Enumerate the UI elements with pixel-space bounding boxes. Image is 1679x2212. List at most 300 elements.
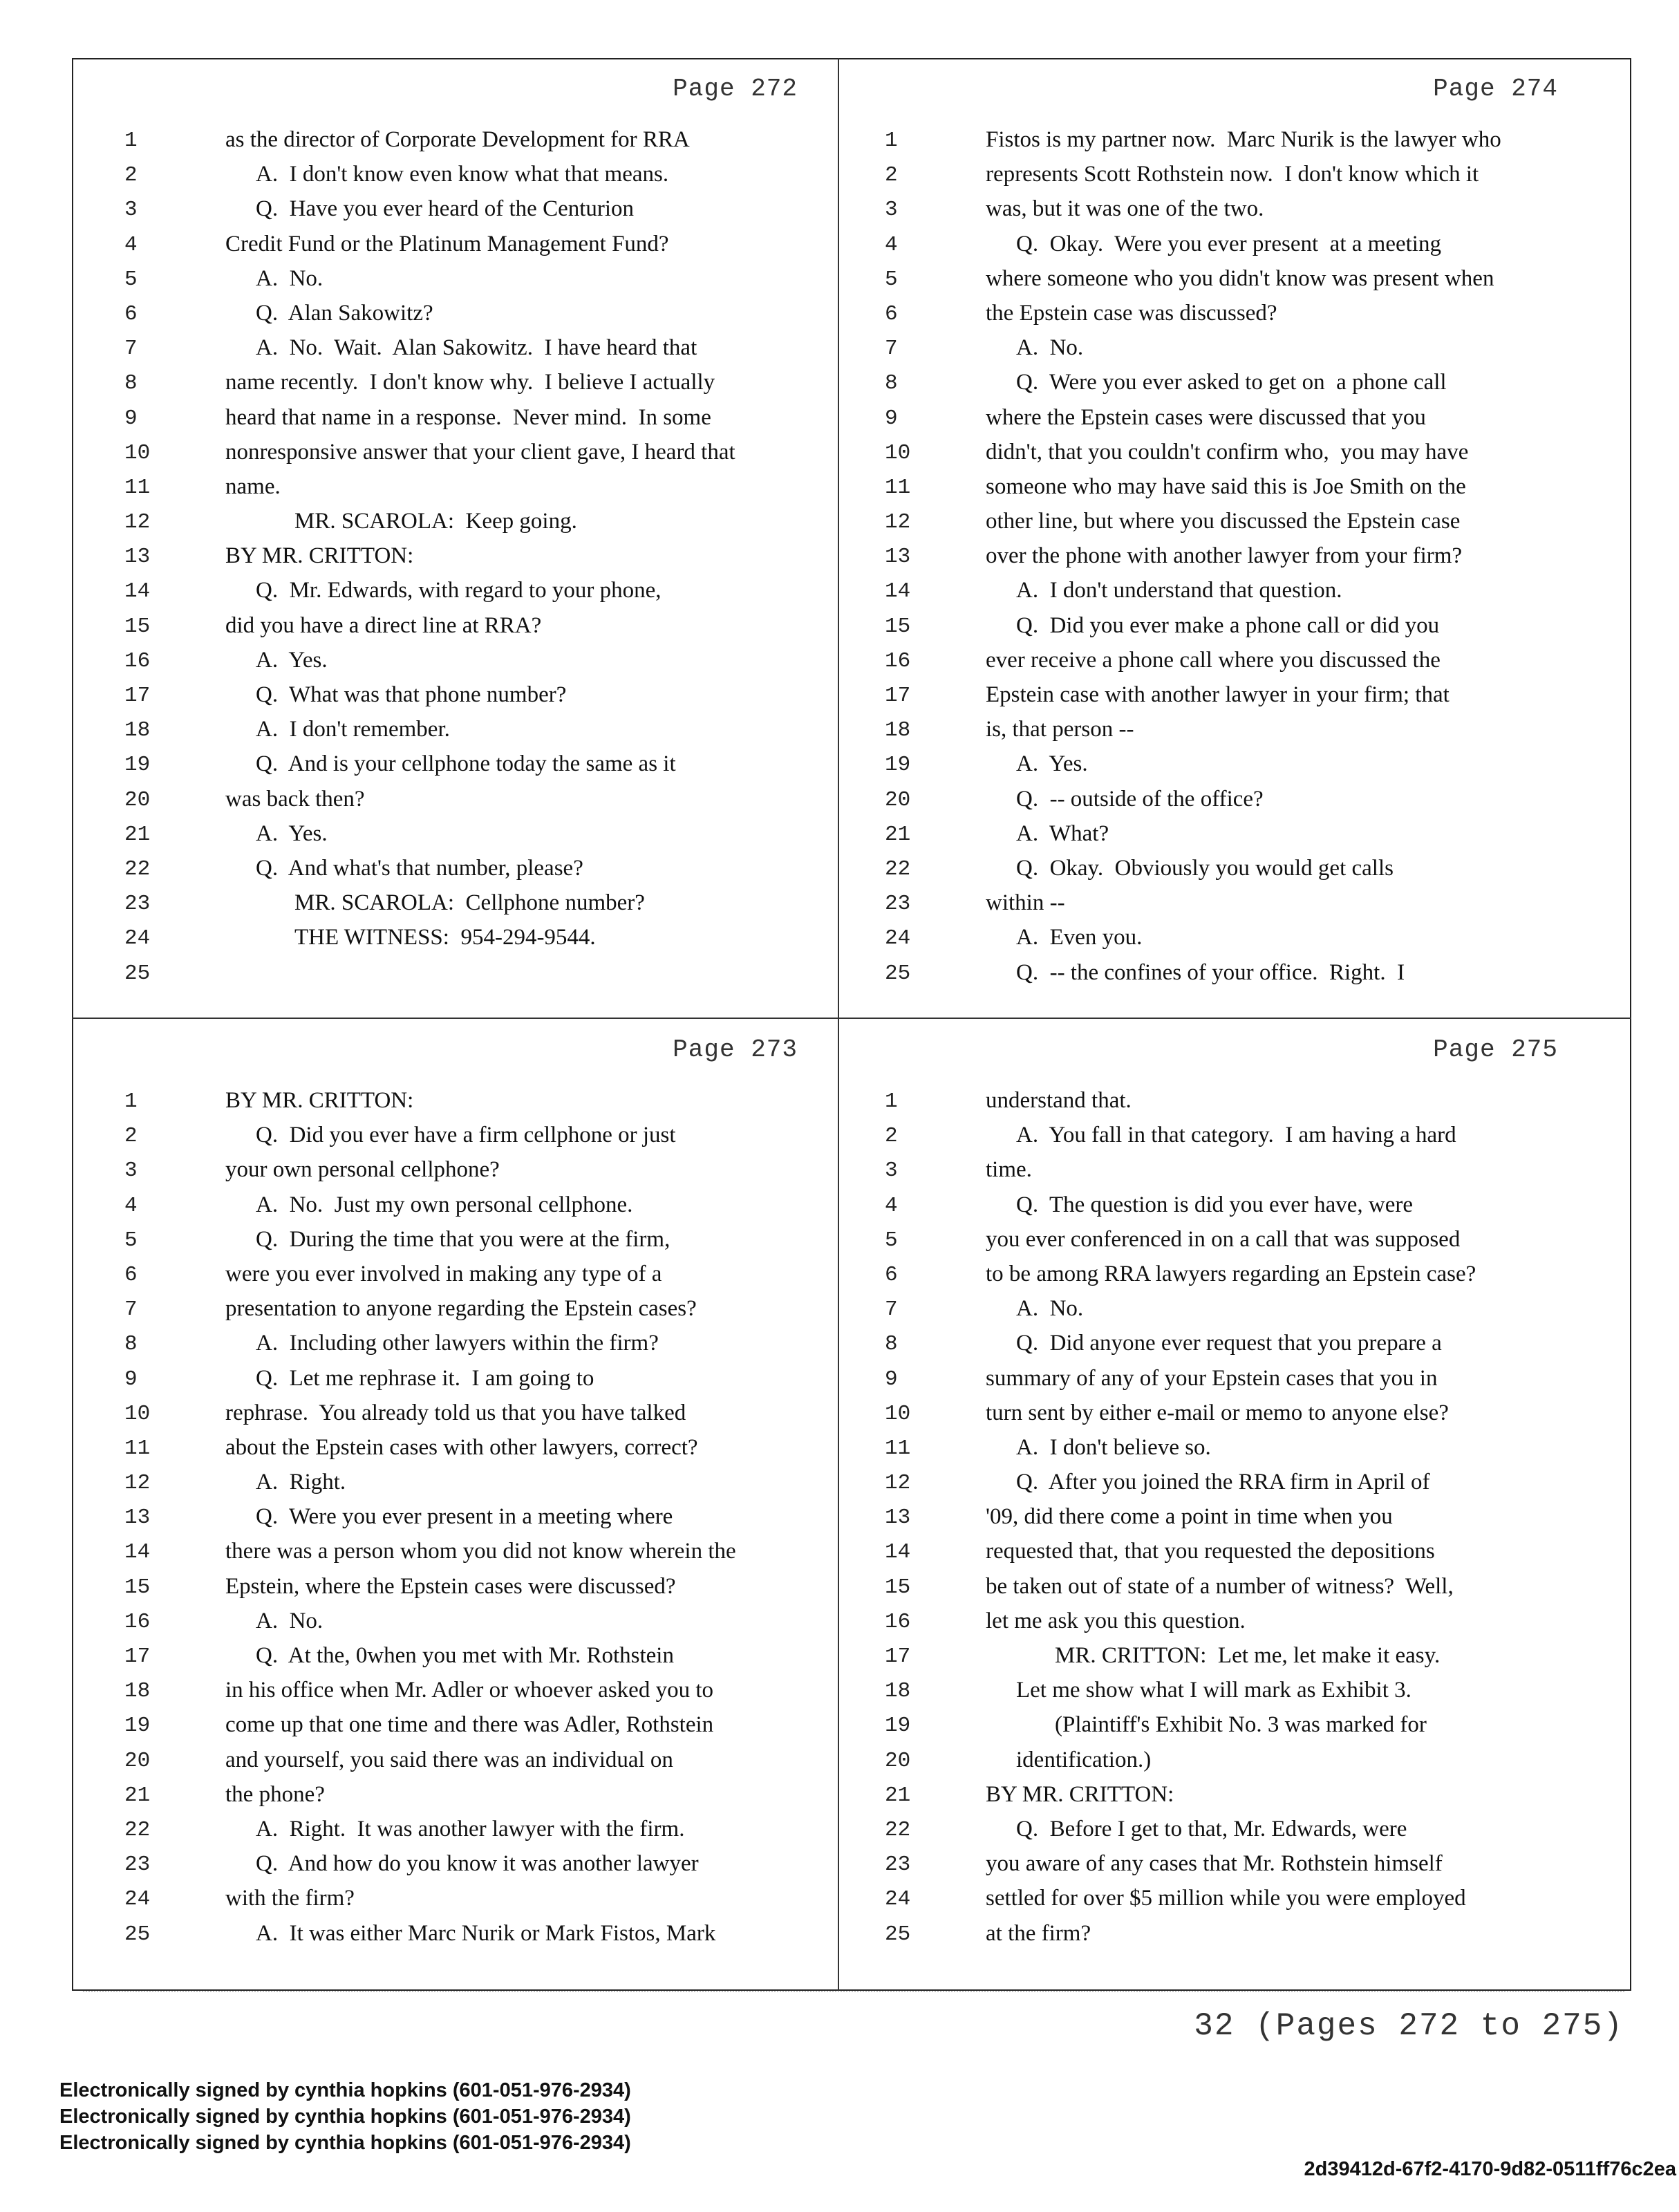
line-text: Q. The question is did you ever have, were xyxy=(1016,1192,1413,1217)
transcript-line xyxy=(79,1781,839,1815)
transcript-line xyxy=(79,230,839,265)
line-number: 21 xyxy=(885,822,911,847)
line-number: 3 xyxy=(124,1159,138,1183)
line-number: 9 xyxy=(885,1367,898,1391)
line-text: Q. -- the confines of your office. Right. I xyxy=(1016,959,1405,985)
line-text: over the phone with another lawyer from your firm? xyxy=(986,543,1463,569)
line-text: at the firm? xyxy=(986,1920,1091,1946)
line-number: 12 xyxy=(885,510,911,535)
line-text: A. I don't understand that question. xyxy=(1016,578,1342,603)
transcript-line xyxy=(79,1260,839,1295)
transcript-line xyxy=(79,1573,839,1607)
line-number: 7 xyxy=(885,337,898,362)
transcript-line xyxy=(839,612,1600,646)
line-text: A. No. xyxy=(1016,1296,1084,1322)
line-number: 12 xyxy=(124,1471,151,1496)
line-text: A. Yes. xyxy=(1016,751,1088,777)
transcript-line xyxy=(839,1607,1600,1642)
line-number: 25 xyxy=(885,1922,911,1947)
line-text: A. Right. xyxy=(256,1470,346,1495)
line-number: 22 xyxy=(885,1817,911,1842)
line-text: about the Epstein cases with other lawyers, correct? xyxy=(225,1434,698,1460)
line-number: 19 xyxy=(885,753,911,778)
line-text: Credit Fund or the Platinum Management Fund? xyxy=(225,231,669,256)
transcript-line xyxy=(839,681,1600,715)
line-text: name. xyxy=(225,474,281,499)
transcript-lines xyxy=(79,1087,839,1954)
signature-line: Electronically signed by cynthia hopkins (601-051-976-2934) xyxy=(59,2079,631,2101)
scan-artifact-line xyxy=(83,1991,1624,1999)
transcript-line xyxy=(839,1226,1600,1260)
line-text: rephrase. You already told us that you have talked xyxy=(225,1400,686,1425)
line-text: where the Epstein cases were discussed that you xyxy=(986,404,1426,430)
line-text: Q. Were you ever present in a meeting where xyxy=(256,1504,673,1530)
line-text: summary of any of your Epstein cases that you in xyxy=(986,1365,1438,1391)
transcript-line xyxy=(79,1434,839,1468)
line-number: 10 xyxy=(124,440,151,465)
signature-line: Electronically signed by cynthia hopkins (601-051-976-2934) xyxy=(59,2106,631,2128)
transcript-line xyxy=(79,820,839,854)
line-text: name recently. I don't know why. I believe I actually xyxy=(225,370,715,395)
transcript-page-273 xyxy=(79,1020,839,1974)
line-number: 11 xyxy=(124,475,151,500)
line-number: 15 xyxy=(885,1575,911,1600)
line-number: 23 xyxy=(124,1853,151,1877)
line-text: Q. Before I get to that, Mr. Edwards, were xyxy=(1016,1816,1407,1841)
transcript-line xyxy=(79,1815,839,1850)
line-text: was back then? xyxy=(225,786,365,812)
line-text: MR. CRITTON: Let me, let make it easy. xyxy=(1055,1643,1441,1668)
line-text: A. Right. It was another lawyer with the firm. xyxy=(256,1816,685,1841)
transcript-line xyxy=(79,924,839,958)
transcript-line xyxy=(79,438,839,473)
line-text: Q. Did anyone ever request that you prepare a xyxy=(1016,1331,1442,1356)
line-number: 13 xyxy=(124,1506,151,1530)
line-text: A. I don't remember. xyxy=(256,717,450,742)
line-text: with the firm? xyxy=(225,1886,355,1911)
line-number: 15 xyxy=(124,614,151,639)
transcript-line xyxy=(79,1329,839,1364)
line-number: 16 xyxy=(124,648,151,673)
line-number: 23 xyxy=(885,1853,911,1877)
transcript-line xyxy=(839,1156,1600,1190)
line-number: 18 xyxy=(885,718,911,743)
line-number: 16 xyxy=(124,1609,151,1634)
transcript-line xyxy=(79,1503,839,1537)
line-number: 6 xyxy=(124,1262,138,1287)
line-number: 3 xyxy=(124,198,138,223)
transcript-line xyxy=(839,1746,1600,1781)
line-text: Q. Did you ever have a firm cellphone or just xyxy=(256,1123,676,1148)
line-number: 1 xyxy=(885,1089,898,1114)
line-number: 20 xyxy=(885,787,911,812)
line-number: 7 xyxy=(124,1297,138,1322)
line-text: there was a person whom you did not know wherein the xyxy=(225,1539,736,1564)
line-text: other line, but where you discussed the Epstein case xyxy=(986,509,1461,534)
line-number: 13 xyxy=(885,545,911,570)
transcript-line xyxy=(79,854,839,889)
transcript-line xyxy=(79,889,839,924)
line-number: 5 xyxy=(124,1228,138,1253)
transcript-line xyxy=(839,924,1600,958)
line-text: Q. Alan Sakowitz? xyxy=(256,300,433,326)
line-text: and yourself, you said there was an individual on xyxy=(225,1747,673,1772)
line-text: A. I don't believe so. xyxy=(1016,1434,1211,1460)
line-text: were you ever involved in making any type of a xyxy=(225,1261,662,1286)
line-number: 2 xyxy=(885,163,898,188)
line-number: 4 xyxy=(124,1193,138,1218)
transcript-line xyxy=(79,1711,839,1745)
line-text: Q. And what's that number, please? xyxy=(256,855,583,881)
transcript-page-272 xyxy=(79,59,839,1013)
transcript-line xyxy=(839,334,1600,368)
line-number: 14 xyxy=(885,579,911,604)
line-number: 25 xyxy=(124,1922,151,1947)
line-number: 4 xyxy=(885,1193,898,1218)
line-text: Fistos is my partner now. Marc Nurik is the lawyer who xyxy=(986,127,1501,152)
transcript-line xyxy=(839,1260,1600,1295)
transcript-line xyxy=(839,577,1600,611)
line-number: 17 xyxy=(124,1644,151,1669)
transcript-line xyxy=(839,265,1600,299)
line-text: Let me show what I will mark as Exhibit 3. xyxy=(1016,1678,1411,1703)
transcript-line xyxy=(79,1884,839,1919)
line-number: 23 xyxy=(885,892,911,917)
line-number: 19 xyxy=(885,1714,911,1738)
line-number: 19 xyxy=(124,753,151,778)
page-title: Page 273 xyxy=(673,1035,798,1064)
line-number: 20 xyxy=(124,1748,151,1773)
line-number: 21 xyxy=(885,1783,911,1808)
line-text: Epstein, where the Epstein cases were discussed? xyxy=(225,1573,676,1599)
transcript-line xyxy=(79,612,839,646)
line-text: was, but it was one of the two. xyxy=(986,196,1264,222)
line-text: A. Including other lawyers within the firm? xyxy=(256,1331,659,1356)
line-text: Q. Let me rephrase it. I am going to xyxy=(256,1365,594,1391)
line-text: Q. -- outside of the office? xyxy=(1016,786,1264,812)
transcript-line xyxy=(839,195,1600,229)
line-text: heard that name in a response. Never mind. In some xyxy=(225,404,711,430)
line-text: ever receive a phone call where you discussed the xyxy=(986,647,1441,673)
transcript-line xyxy=(79,1087,839,1121)
transcript-line xyxy=(79,404,839,438)
transcript-line xyxy=(79,368,839,403)
line-number: 4 xyxy=(124,232,138,257)
line-number: 1 xyxy=(124,129,138,153)
line-number: 8 xyxy=(885,1332,898,1357)
document-hash: 2d39412d-67f2-4170-9d82-0511ff76c2ea xyxy=(1304,2158,1676,2180)
line-number: 13 xyxy=(885,1506,911,1530)
line-text: BY MR. CRITTON: xyxy=(986,1781,1174,1807)
transcript-line xyxy=(839,785,1600,820)
transcript-line xyxy=(79,1642,839,1676)
transcript-line xyxy=(79,265,839,299)
line-text: BY MR. CRITTON: xyxy=(225,543,414,569)
line-number: 8 xyxy=(124,1332,138,1357)
line-number: 21 xyxy=(124,822,151,847)
transcript-line xyxy=(79,1746,839,1781)
transcript-line xyxy=(839,473,1600,507)
transcript-line xyxy=(839,959,1600,993)
line-text: you aware of any cases that Mr. Rothstein himself xyxy=(986,1851,1443,1877)
transcript-line xyxy=(79,785,839,820)
line-text: the phone? xyxy=(225,1781,325,1807)
transcript-line xyxy=(839,438,1600,473)
transcript-line xyxy=(79,126,839,160)
line-number: 4 xyxy=(885,232,898,257)
line-number: 16 xyxy=(885,1609,911,1634)
signature-line: Electronically signed by cynthia hopkins (601-051-976-2934) xyxy=(59,2132,631,2154)
transcript-line xyxy=(79,160,839,195)
transcript-line xyxy=(79,195,839,229)
line-text: A. What? xyxy=(1016,821,1109,846)
line-number: 18 xyxy=(885,1679,911,1704)
line-text: be taken out of state of a number of witness? Well, xyxy=(986,1573,1454,1599)
row-divider xyxy=(72,1018,1631,1019)
page-title: Page 274 xyxy=(1433,75,1558,103)
page-range-label: 32 (Pages 272 to 275) xyxy=(1194,2008,1624,2044)
line-text: A. Yes. xyxy=(256,821,328,846)
line-text: A. No. Wait. Alan Sakowitz. I have heard that xyxy=(256,335,697,361)
line-text: A. Even you. xyxy=(1016,925,1143,950)
line-text: Q. What was that phone number? xyxy=(256,682,567,707)
line-number: 22 xyxy=(124,856,151,881)
line-text: in his office when Mr. Adler or whoever asked you to xyxy=(225,1678,713,1703)
transcript-line xyxy=(839,1434,1600,1468)
transcript-line xyxy=(839,1815,1600,1850)
line-number: 15 xyxy=(124,1575,151,1600)
line-text: understand that. xyxy=(986,1088,1132,1113)
transcript-line xyxy=(79,1295,839,1329)
transcript-line xyxy=(79,646,839,681)
line-text: Q. After you joined the RRA firm in April of xyxy=(1016,1470,1430,1495)
line-text: A. You fall in that category. I am having a hard xyxy=(1016,1123,1456,1148)
line-number: 14 xyxy=(124,1540,151,1565)
line-number: 7 xyxy=(885,1297,898,1322)
line-number: 24 xyxy=(124,1887,151,1912)
line-number: 22 xyxy=(885,856,911,881)
line-number: 14 xyxy=(885,1540,911,1565)
line-text: MR. SCAROLA: Keep going. xyxy=(294,509,577,534)
line-text: Q. Did you ever make a phone call or did you xyxy=(1016,612,1440,638)
transcript-line xyxy=(79,299,839,334)
transcript-line xyxy=(839,1191,1600,1226)
transcript-line xyxy=(839,854,1600,889)
line-number: 13 xyxy=(124,545,151,570)
line-text: Q. Were you ever asked to get on a phone call xyxy=(1016,370,1447,395)
line-number: 22 xyxy=(124,1817,151,1842)
line-text: (Plaintiff's Exhibit No. 3 was marked for xyxy=(1055,1712,1427,1738)
line-text: Epstein case with another lawyer in your firm; that xyxy=(986,682,1450,707)
line-number: 8 xyxy=(885,371,898,396)
transcript-line xyxy=(79,577,839,611)
line-text: Q. During the time that you were at the firm, xyxy=(256,1226,670,1252)
line-number: 17 xyxy=(885,1644,911,1669)
transcript-line xyxy=(839,1121,1600,1156)
line-text: your own personal cellphone? xyxy=(225,1157,500,1183)
transcript-line xyxy=(79,1399,839,1434)
line-text: requested that, that you requested the depositions xyxy=(986,1539,1435,1564)
transcript-line xyxy=(839,1573,1600,1607)
line-number: 6 xyxy=(885,1262,898,1287)
line-text: represents Scott Rothstein now. I don't know which it xyxy=(986,162,1479,187)
transcript-line xyxy=(839,1850,1600,1884)
transcript-line xyxy=(839,889,1600,924)
transcript-line xyxy=(79,1468,839,1503)
line-number: 18 xyxy=(124,718,151,743)
transcript-line xyxy=(839,1920,1600,1954)
transcript-line xyxy=(839,1087,1600,1121)
line-number: 20 xyxy=(124,787,151,812)
line-text: did you have a direct line at RRA? xyxy=(225,612,542,638)
transcript-line xyxy=(79,1226,839,1260)
transcript-line xyxy=(79,542,839,577)
line-text: Q. And how do you know it was another lawyer xyxy=(256,1851,699,1877)
transcript-line xyxy=(839,299,1600,334)
transcript-line xyxy=(839,1468,1600,1503)
line-number: 5 xyxy=(885,1228,898,1253)
transcript-line xyxy=(79,1607,839,1642)
transcript-line xyxy=(839,160,1600,195)
line-number: 7 xyxy=(124,337,138,362)
line-number: 23 xyxy=(124,892,151,917)
line-number: 1 xyxy=(885,129,898,153)
line-text: is, that person -- xyxy=(986,717,1134,742)
line-number: 9 xyxy=(124,406,138,431)
transcript-line xyxy=(839,1295,1600,1329)
transcript-line xyxy=(79,715,839,750)
line-number: 14 xyxy=(124,579,151,604)
line-text: as the director of Corporate Development for RRA xyxy=(225,127,690,152)
transcript-line xyxy=(839,1399,1600,1434)
line-number: 10 xyxy=(124,1401,151,1426)
transcript-line xyxy=(839,230,1600,265)
transcript-lines xyxy=(839,1087,1600,1954)
line-text: MR. SCAROLA: Cellphone number? xyxy=(294,890,645,916)
transcript-line xyxy=(79,1850,839,1884)
line-text: Q. At the, 0when you met with Mr. Rothstein xyxy=(256,1643,674,1668)
transcript-line xyxy=(839,750,1600,785)
line-text: where someone who you didn't know was present when xyxy=(986,265,1494,291)
line-number: 5 xyxy=(885,267,898,292)
line-text: A. No. Just my own personal cellphone. xyxy=(256,1192,633,1217)
line-text: '09, did there come a point in time when you xyxy=(986,1504,1393,1530)
transcript-page-275 xyxy=(839,1020,1600,1974)
line-text: nonresponsive answer that your client gave, I heard that xyxy=(225,439,735,465)
line-text: identification.) xyxy=(1016,1747,1152,1772)
transcript-line xyxy=(79,959,839,993)
transcript-line xyxy=(79,1676,839,1711)
line-text: A. No. xyxy=(256,265,323,291)
line-number: 17 xyxy=(885,684,911,708)
line-number: 12 xyxy=(885,1471,911,1496)
line-text: settled for over $5 million while you were employed xyxy=(986,1886,1466,1911)
line-text: the Epstein case was discussed? xyxy=(986,300,1277,326)
line-number: 11 xyxy=(885,475,911,500)
line-number: 20 xyxy=(885,1748,911,1773)
transcript-line xyxy=(839,1711,1600,1745)
line-number: 6 xyxy=(885,301,898,326)
transcript-line xyxy=(839,1365,1600,1399)
line-text: let me ask you this question. xyxy=(986,1608,1246,1633)
line-text: THE WITNESS: 954-294-9544. xyxy=(294,925,596,950)
line-text: turn sent by either e-mail or memo to anyone else? xyxy=(986,1400,1449,1425)
line-text: A. Yes. xyxy=(256,647,328,673)
transcript-line xyxy=(79,473,839,507)
transcript-line xyxy=(839,1503,1600,1537)
line-number: 11 xyxy=(885,1436,911,1461)
line-text: didn't, that you couldn't confirm who, you may have xyxy=(986,439,1469,465)
transcript-line xyxy=(839,1329,1600,1364)
transcript-line xyxy=(839,1642,1600,1676)
line-text: BY MR. CRITTON: xyxy=(225,1088,414,1113)
line-number: 2 xyxy=(124,163,138,188)
transcript-line xyxy=(79,1537,839,1572)
line-number: 8 xyxy=(124,371,138,396)
line-number: 17 xyxy=(124,684,151,708)
line-number: 11 xyxy=(124,1436,151,1461)
transcript-page-274 xyxy=(839,59,1600,1013)
line-number: 19 xyxy=(124,1714,151,1738)
line-number: 24 xyxy=(124,926,151,951)
line-text: time. xyxy=(986,1157,1032,1183)
transcript-line xyxy=(79,1156,839,1190)
transcript-lines xyxy=(79,126,839,993)
line-number: 10 xyxy=(885,1401,911,1426)
transcript-line xyxy=(839,1884,1600,1919)
line-text: presentation to anyone regarding the Epstein cases? xyxy=(225,1296,697,1322)
line-number: 2 xyxy=(124,1124,138,1149)
line-number: 15 xyxy=(885,614,911,639)
line-text: A. I don't know even know what that means. xyxy=(256,162,669,187)
transcript-line xyxy=(839,1537,1600,1572)
line-text: to be among RRA lawyers regarding an Epstein case? xyxy=(986,1261,1476,1286)
line-text: Q. Okay. Were you ever present at a meeting xyxy=(1016,231,1441,256)
page-title: Page 272 xyxy=(673,75,798,103)
transcript-line xyxy=(839,126,1600,160)
line-number: 3 xyxy=(885,1159,898,1183)
line-number: 25 xyxy=(124,961,151,986)
line-text: A. No. xyxy=(256,1608,323,1633)
transcript-line xyxy=(79,681,839,715)
line-text: Q. Have you ever heard of the Centurion xyxy=(256,196,635,222)
transcript-line xyxy=(79,1191,839,1226)
line-number: 24 xyxy=(885,926,911,951)
transcript-lines xyxy=(839,126,1600,993)
line-number: 2 xyxy=(885,1124,898,1149)
transcript-line xyxy=(79,750,839,785)
line-number: 10 xyxy=(885,440,911,465)
line-number: 18 xyxy=(124,1679,151,1704)
transcript-line xyxy=(839,368,1600,403)
transcript-line xyxy=(839,404,1600,438)
line-number: 5 xyxy=(124,267,138,292)
line-number: 9 xyxy=(124,1367,138,1391)
transcript-line xyxy=(79,1920,839,1954)
line-text: come up that one time and there was Adler, Rothstein xyxy=(225,1712,714,1738)
line-text: you ever conferenced in on a call that was supposed xyxy=(986,1226,1461,1252)
transcript-line xyxy=(839,1676,1600,1711)
line-text: someone who may have said this is Joe Smith on the xyxy=(986,474,1466,499)
line-number: 12 xyxy=(124,510,151,535)
line-number: 3 xyxy=(885,198,898,223)
line-text: A. No. xyxy=(1016,335,1084,361)
line-text: Q. And is your cellphone today the same as it xyxy=(256,751,676,777)
line-text: Q. Mr. Edwards, with regard to your phone, xyxy=(256,578,662,603)
transcript-line xyxy=(839,646,1600,681)
line-text: within -- xyxy=(986,890,1065,916)
transcript-line xyxy=(79,507,839,542)
